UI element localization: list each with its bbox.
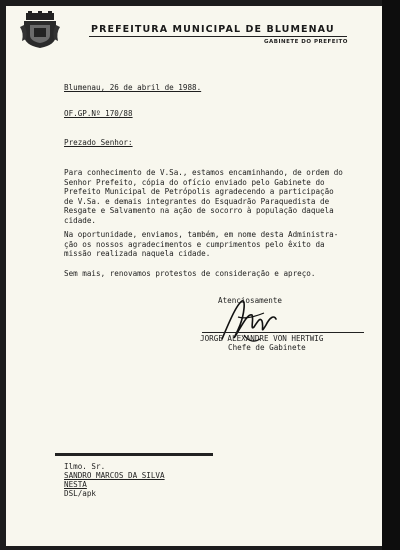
municipal-coat-of-arms-icon [20,11,60,49]
paragraph-line: cidade. [64,215,97,225]
letterhead-rule [89,36,347,37]
addressee-honorific: Ilmo. Sr. [64,462,106,471]
paragraph-line: missão realizada naquela cidade. [64,249,211,259]
signer-title: Chefe de Gabinete [228,343,306,352]
complimentary-close: Atenciosamente [218,296,283,305]
addressee-name: SANDRO MARCOS DA SILVA [64,471,165,480]
paragraph-line: Prefeito Municipal de Petrópolis agradecendo a participação [64,187,334,197]
paragraph-line: de V.Sa. e demais integrantes do Esquadrão Paraquedista de [64,196,330,206]
signer-name: JORGE ALEXANDRE VON HERTWIG [200,334,324,343]
paragraph-2 [64,230,376,259]
date-line: Blumenau, 26 de abril de 1988. [64,83,202,92]
addressee-location: NESTA [64,480,87,489]
paragraph-line: Senhor Prefeito, cópia do ofício enviado pelo Gabinete do [64,177,325,187]
divider-bar [55,453,213,456]
salutation: Prezado Senhor: [64,138,133,147]
signature-line [202,332,364,333]
reference-initials: DSL/apk [64,489,97,498]
paragraph-line: ção os nossos agradecimentos e cumprimentos pelo êxito da [64,239,325,249]
paragraph-line: Para conhecimento de V.Sa., estamos encaminhando, de ordem do [64,168,343,177]
paragraph-1 [64,168,376,226]
letterhead-title: PREFEITURA MUNICIPAL DE BLUMENAU [91,24,335,35]
paragraph-line: Na oportunidade, enviamos, também, em nome desta Administra- [64,230,339,239]
reference-number: OF.GP.Nº 170/88 [64,109,133,118]
letterhead-subtitle: GABINETE DO PREFEITO [264,39,348,45]
scan-border [382,0,400,550]
paragraph-line: Resgate e Salvamento na ação de socorro à população daquela [64,206,334,216]
closing-sentence: Sem mais, renovamos protestos de consideração e apreço. [64,269,316,278]
